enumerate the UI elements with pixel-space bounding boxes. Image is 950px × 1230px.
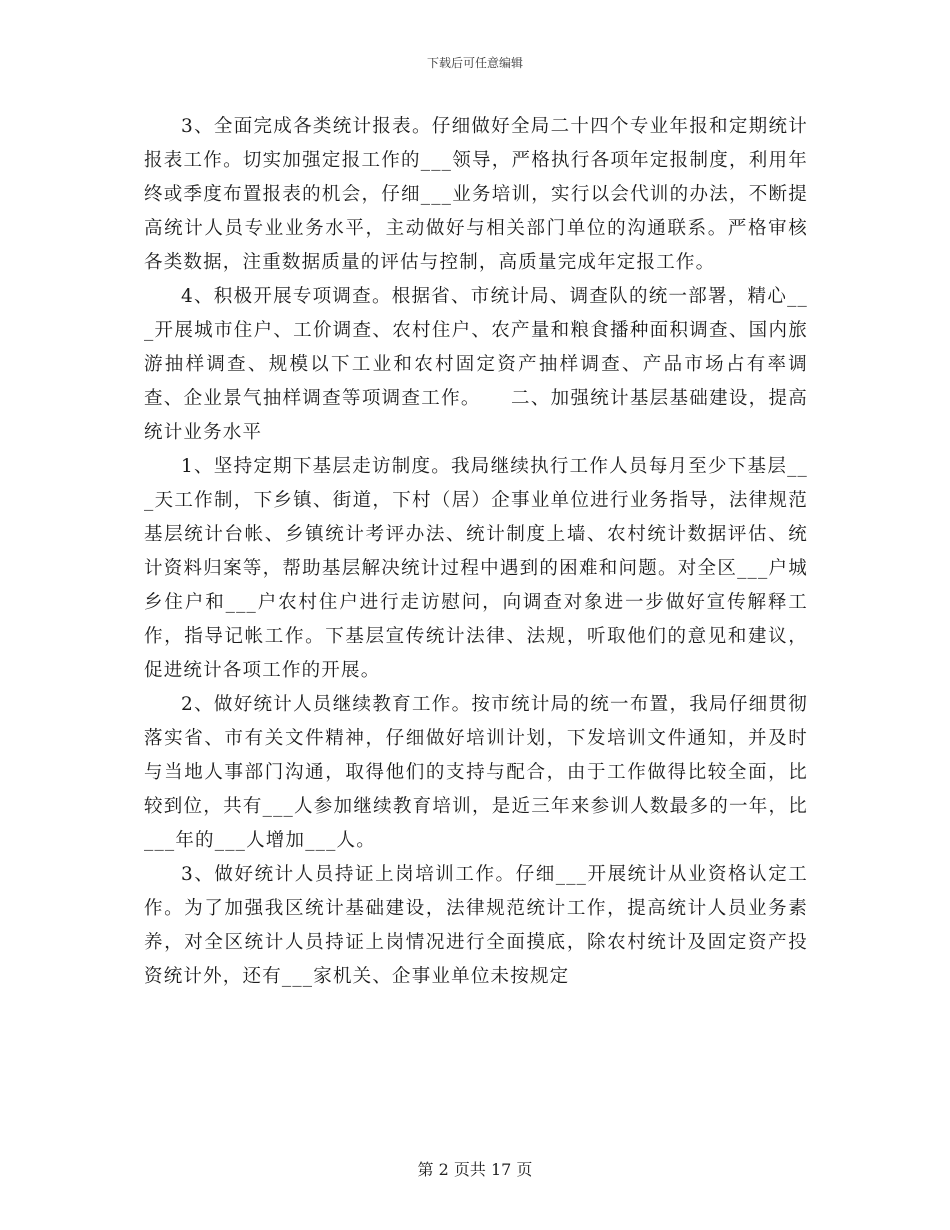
paragraph-special-surveys: 4、积极开展专项调查。根据省、市统计局、调查队的统一部署，精心___开展城市住户、工价调查、农村住户、农产量和粮食播种面积调查、国内旅游抽样调查、规模以下工业和农村固定资产抽样调查、产品市场占有率调查、企业景气抽样调查等项调查工作。 二、加强统计基层基础建设，提高统计业务水平 bbox=[144, 286, 808, 443]
paragraph-stat-reports: 3、全面完成各类统计报表。仔细做好全局二十四个专业年报和定期统计报表工作。切实加强定报工作的___领导，严格执行各项年定报制度，利用年终或季度布置报表的机会，仔细___业务培训，实行以会代训的办法，不断提高统计人员专业业务水平，主动做好与相关部门单位的沟通联系。严格审核各类数据，注重数据质量的评估与控制，高质量完成年定报工作。 bbox=[144, 116, 808, 273]
page-header-note: 下载后可任意编辑 bbox=[426, 56, 523, 70]
paragraph-grassroots-visits: 1、坚持定期下基层走访制度。我局继续执行工作人员每月至少下基层___天工作制，下乡镇、街道，下村（居）企事业单位进行业务指导，法律规范基层统计台帐、乡镇统计考评办法、统计制度上墙、农村统计数据评估、统计资料归案等，帮助基层解决统计过程中遇到的困难和问题。对全区___户城乡住户和___户农村住户进行走访慰问，向调查对象进一步做好宣传解释工作，指导记帐工作。下基层宣传统计法律、法规，听取他们的意见和建议，促进统计各项工作的开展。 bbox=[144, 456, 808, 681]
page-number-footer: 第 2 页共 17 页 bbox=[417, 1160, 533, 1179]
paragraph-continuing-education: 2、做好统计人员继续教育工作。按市统计局的统一布置，我局仔细贯彻落实省、市有关文件精神，仔细做好培训计划，下发培训文件通知，并及时与当地人事部门沟通，取得他们的支持与配合，由于工作做得比较全面，比较到位，共有___人参加继续教育培训，是近三年来参训人数最多的一年，比___年的___人增加___人。 bbox=[144, 694, 808, 851]
paragraph-certification-training: 3、做好统计人员持证上岗培训工作。仔细___开展统计从业资格认定工作。为了加强我区统计基础建设，法律规范统计工作，提高统计人员业务素养，对全区统计人员持证上岗情况进行全面摸底，除农村统计及固定资产投资统计外，还有___家机关、企事业单位未按规定 bbox=[144, 864, 808, 987]
document-body bbox=[144, 110, 808, 994]
